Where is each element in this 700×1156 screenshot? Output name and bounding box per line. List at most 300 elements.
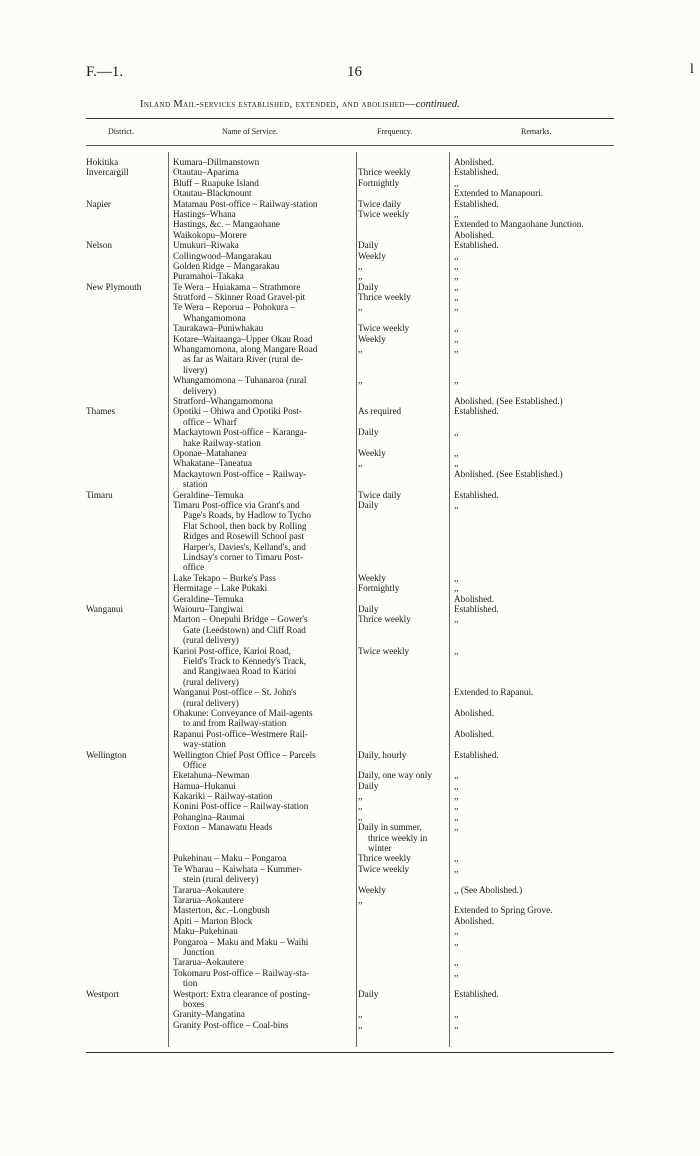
table-row [86, 458, 614, 468]
service-name-cell [173, 989, 353, 1010]
remarks-cell: ,, (See Abolished.) [454, 884, 523, 895]
remarks-cell: ,, [454, 344, 459, 355]
service-name-cell [173, 240, 353, 250]
table-row [86, 801, 614, 811]
table-row [86, 864, 614, 885]
top-rule [86, 118, 614, 119]
remarks-cell: ,, [454, 1019, 459, 1030]
service-name-cell [173, 937, 353, 958]
table-row [86, 219, 614, 229]
frequency-cell [358, 500, 446, 510]
remarks-cell: ,, [454, 583, 459, 594]
service-name-line: Karioi Post-office, Karioi Road, [173, 645, 291, 656]
service-name-line: Whakatane–Taneatua [173, 458, 252, 469]
table-row [86, 230, 614, 240]
table-row [86, 490, 614, 500]
remarks-cell: Established. [454, 406, 499, 417]
service-name-line: delivery) [183, 385, 217, 396]
remarks-cell: ,, [454, 427, 459, 438]
table-row [86, 344, 614, 375]
service-name-line: station [183, 479, 208, 490]
service-name-cell [173, 271, 353, 281]
table-row [86, 916, 614, 926]
frequency-line: As required [358, 406, 402, 417]
service-name-cell [173, 157, 353, 167]
remarks-cell: ,, [454, 281, 459, 292]
service-name-cell [173, 167, 353, 177]
service-name-line: Whangamomona [183, 312, 246, 323]
remarks-cell: ,, [454, 208, 459, 219]
frequency-line: ,, [358, 458, 363, 469]
service-name-line: Westport: Extra clearance of posting- [173, 988, 311, 999]
frequency-cell [358, 646, 446, 656]
remarks-cell: ,, [454, 614, 459, 625]
service-name-line: office [183, 562, 205, 573]
service-name-cell [173, 853, 353, 863]
remarks-cell: ,, [454, 271, 459, 282]
frequency-line: ,, [358, 344, 363, 355]
frequency-line: ,, [358, 1019, 363, 1030]
service-name-line: Tararua–Aokautere [173, 884, 244, 895]
service-name-line: Timaru Post-office via Grant's and [173, 499, 300, 510]
service-name-cell [173, 334, 353, 344]
service-name-line: Mackaytown Post-office – Railway- [173, 468, 307, 479]
frequency-cell [358, 334, 446, 344]
service-name-cell [173, 406, 353, 427]
frequency-cell [358, 853, 446, 863]
service-name-cell [173, 864, 353, 885]
service-name-line: Foxton – Manawatu Heads [173, 822, 273, 833]
service-name-line: Geraldine–Temuka [173, 593, 244, 604]
remarks-cell: Abolished. [454, 157, 495, 167]
service-name-line: Oponae–Matahanea [173, 448, 247, 459]
service-name-cell [173, 957, 353, 967]
remarks-cell: ,, [454, 458, 459, 469]
remarks-cell: ,, [454, 822, 459, 833]
service-name-line: Marton – Onepuhi Bridge – Gower's [173, 614, 308, 625]
frequency-cell [358, 812, 446, 822]
service-name-cell [173, 209, 353, 219]
remarks-cell: Established. [454, 489, 499, 500]
remarks-cell: ,, [454, 926, 459, 937]
service-name-cell [173, 292, 353, 302]
header-rule [86, 145, 614, 146]
table-row [86, 1020, 614, 1030]
service-name-line: Geraldine–Temuka [173, 489, 244, 500]
frequency-cell [358, 791, 446, 801]
service-name-line: Umukuri–Riwaka [173, 240, 239, 251]
table-row [86, 188, 614, 198]
service-name-line: to and from Railway-station [183, 718, 287, 729]
service-name-line: Matamau Post-office – Railway-station [173, 198, 318, 209]
remarks-cell: ,, [454, 323, 459, 334]
service-name-cell [173, 178, 353, 188]
frequency-line: Daily [358, 499, 379, 510]
service-name-cell [173, 302, 353, 323]
table-row [86, 427, 614, 448]
table-row [86, 781, 614, 791]
service-name-line: Granity–Mangatina [173, 1009, 245, 1020]
service-name-line: Ridges and Rosewill School past [183, 531, 304, 542]
frequency-cell [358, 781, 446, 791]
service-name-cell [173, 230, 353, 240]
service-name-line: Taurakawa–Puniwhakau [173, 323, 264, 334]
remarks-cell: Established. [454, 988, 499, 999]
service-name-cell [173, 490, 353, 500]
table-row [86, 157, 614, 167]
frequency-cell [358, 1020, 446, 1030]
remarks-cell: ,, [454, 333, 459, 344]
frequency-cell [358, 604, 446, 614]
table-row [86, 750, 614, 771]
frequency-cell [358, 573, 446, 583]
service-name-line: Bluff – Ruapuke Island [173, 177, 259, 188]
frequency-line: ,, [358, 791, 363, 802]
heading-main: Inland Mail-services established, extended, and abolished— [140, 99, 416, 110]
service-name-line: Opotiki – Ohiwa and Opotiki Post- [173, 406, 302, 417]
frequency-cell [358, 822, 446, 853]
remarks-cell: Extended to Mangaohane Junction. [454, 219, 584, 230]
frequency-line: Twice weekly [358, 208, 410, 219]
service-name-line: Hermitage – Lake Pukaki [173, 583, 268, 594]
service-name-cell [173, 781, 353, 791]
service-name-line: as far as Waitara River (rural de- [183, 354, 303, 365]
table-row [86, 646, 614, 688]
frequency-cell [358, 1009, 446, 1019]
table-row [86, 375, 614, 396]
table-row [86, 240, 614, 250]
service-name-line: Te Wharau – Kaiwhata – Kummer- [173, 863, 303, 874]
page-number: 16 [347, 64, 362, 80]
frequency-line: Daily, hourly [358, 749, 407, 760]
frequency-cell [358, 302, 446, 312]
frequency-line: Twice daily [358, 198, 401, 209]
remarks-cell: ,, [454, 780, 459, 791]
service-name-line: Harper's, Davies's, Kelland's, and [183, 541, 306, 552]
table-row [86, 199, 614, 209]
service-name-cell [173, 583, 353, 593]
remarks-cell: ,, [454, 572, 459, 583]
remarks-cell: ,, [454, 260, 459, 271]
remarks-cell: Abolished. [454, 728, 495, 739]
district-cell: Nelson [86, 240, 113, 251]
table-row [86, 957, 614, 967]
remarks-cell: Abolished. (See Established.) [454, 396, 563, 407]
service-name-line: Tokomaru Post-office – Railway-sta- [173, 967, 310, 978]
service-name-line: Konini Post-office – Railway-station [173, 801, 309, 812]
frequency-line: Thrice weekly [358, 292, 411, 303]
service-name-cell [173, 916, 353, 926]
remarks-cell: Abolished. [454, 707, 495, 718]
service-name-cell [173, 427, 353, 448]
table-row [86, 905, 614, 915]
service-name-line: Wanganui Post-office – St. John's [173, 687, 297, 698]
frequency-line: Daily [358, 281, 379, 292]
service-name-line: Maku–Pukehinau [173, 926, 238, 937]
service-name-line: Lindsay's corner to Timaru Post- [183, 552, 304, 563]
service-name-line: Eketahuna–Newman [173, 770, 250, 781]
table-row [86, 895, 614, 905]
service-name-cell [173, 801, 353, 811]
district-cell: Wellington [86, 749, 127, 760]
frequency-cell [358, 251, 446, 261]
remarks-cell: Established. [454, 167, 499, 178]
service-name-line: Junction [183, 947, 215, 957]
column-header-district: District. [108, 127, 134, 136]
service-name-cell [173, 573, 353, 583]
table-row [86, 729, 614, 750]
service-name-cell [173, 500, 353, 573]
service-name-cell [173, 375, 353, 396]
service-name-cell [173, 469, 353, 490]
service-name-line: Otautau–Aparima [173, 167, 239, 178]
service-name-line: Kotare–Waitaanga–Upper Okau Road [173, 333, 313, 344]
service-name-cell [173, 729, 353, 750]
frequency-cell [358, 292, 446, 302]
frequency-line: Twice weekly [358, 645, 410, 656]
service-name-line: Hastings–Whana [173, 208, 236, 219]
table-row [86, 937, 614, 958]
remarks-cell: ,, [454, 250, 459, 261]
frequency-line: ,, [358, 302, 363, 313]
district-cell: Westport [86, 988, 119, 999]
service-name-line: Pongaroa – Maku and Maku – Waihi [173, 936, 309, 947]
frequency-line: Daily, one way only [358, 770, 432, 781]
frequency-line: winter [368, 843, 392, 854]
service-name-line: livery) [183, 364, 208, 375]
remarks-cell: Established. [454, 240, 499, 251]
service-name-line: Hastings, &c. – Mangaohane [173, 219, 280, 230]
frequency-cell [358, 864, 446, 874]
remarks-cell: Extended to Rapanui. [454, 687, 534, 698]
frequency-line: Weekly [358, 448, 386, 459]
frequency-cell [358, 770, 446, 780]
table-row [86, 406, 614, 427]
frequency-line: Fortnightly [358, 177, 400, 188]
remarks-cell: Abolished. [454, 229, 495, 240]
service-name-line: Otautau–Blackmount [173, 188, 252, 199]
service-name-cell [173, 282, 353, 292]
table-row [86, 448, 614, 458]
remarks-cell: Abolished. [454, 593, 495, 604]
district-cell: Hokitika [86, 157, 119, 167]
service-name-cell [173, 188, 353, 198]
frequency-line: ,, [358, 1009, 363, 1020]
service-name-line: Wellington Chief Post Office – Parcels [173, 749, 316, 760]
table-row [86, 853, 614, 863]
remarks-cell: ,, [454, 770, 459, 781]
table-row [86, 687, 614, 708]
service-name-cell [173, 219, 353, 229]
service-name-line: Whangamomona – Tuhanaroa (rural [173, 375, 307, 386]
service-name-cell [173, 968, 353, 989]
frequency-cell [358, 209, 446, 219]
service-name-line: Stratford – Skinner Road Gravel-pit [173, 292, 306, 303]
district-cell: New Plymouth [86, 281, 142, 292]
service-name-line: Masterton, &c.–Longbush [173, 905, 270, 916]
frequency-line: ,, [358, 895, 363, 906]
remarks-cell: ,, [454, 375, 459, 386]
service-name-line: Gate (Leedstown) and Cliff Road [183, 624, 306, 635]
remarks-cell: ,, [454, 791, 459, 802]
service-name-cell [173, 905, 353, 915]
table-row [86, 594, 614, 604]
frequency-cell [358, 801, 446, 811]
district-cell: Wanganui [86, 603, 124, 614]
service-name-line: Page's Roads, by Hadlow to Tycho [183, 510, 311, 521]
table-row [86, 209, 614, 219]
frequency-cell [358, 458, 446, 468]
service-name-line: (rural delivery) [183, 697, 239, 708]
remarks-cell: Established. [454, 198, 499, 209]
service-name-cell [173, 687, 353, 708]
service-name-line: Te Wera – Reporua – Pohokura – [173, 302, 295, 313]
remarks-cell: ,, [454, 811, 459, 822]
district-cell: Invercargill [86, 167, 129, 178]
table-row [86, 1009, 614, 1019]
table-heading [140, 99, 580, 110]
service-name-cell [173, 458, 353, 468]
frequency-line: ,, [358, 271, 363, 282]
frequency-line: Daily [358, 780, 379, 791]
service-name-cell [173, 323, 353, 333]
frequency-line: Weekly [358, 250, 386, 261]
table-row [86, 469, 614, 490]
remarks-cell: ,, [454, 448, 459, 459]
page-code: F.—1. [86, 64, 124, 80]
service-name-cell [173, 344, 353, 375]
service-name-line: Waiouru–Tangiwai [173, 603, 244, 614]
service-name-cell [173, 770, 353, 780]
service-name-cell [173, 750, 353, 771]
frequency-line: thrice weekly in [368, 832, 428, 843]
district-cell: Timaru [86, 489, 113, 500]
service-name-line: hake Railway-station [183, 437, 261, 448]
service-name-cell [173, 1009, 353, 1019]
mail-services-table [86, 157, 614, 1030]
service-name-line: way-station [183, 739, 226, 750]
table-row [86, 334, 614, 344]
service-name-line: Waikokopu–Morere [173, 229, 247, 240]
service-name-line: Mackaytown Post-office – Karanga- [173, 427, 307, 438]
remarks-cell: Abolished. [454, 915, 495, 926]
remarks-cell: Established. [454, 603, 499, 614]
frequency-line: ,, [358, 375, 363, 386]
remarks-cell: ,, [454, 957, 459, 968]
frequency-cell [358, 375, 446, 385]
table-row [86, 614, 614, 645]
frequency-cell [358, 614, 446, 624]
remarks-cell: Established. [454, 749, 499, 760]
service-name-line: Pohangina–Raumai [173, 811, 245, 822]
service-name-line: Kumara–Dillmanstown [173, 157, 260, 167]
service-name-line: Granity Post-office – Coal-bins [173, 1019, 289, 1030]
table-row [86, 708, 614, 729]
remarks-cell: ,, [454, 292, 459, 303]
table-row [86, 989, 614, 1010]
service-name-line: Field's Track to Kennedy's Track, [183, 655, 307, 666]
remarks-cell: ,, [454, 177, 459, 188]
table-row [86, 292, 614, 302]
service-name-line: Pukehinau – Maku – Pongaroa [173, 853, 287, 864]
service-name-line: Collingwood–Mangarakau [173, 250, 272, 261]
service-name-cell [173, 448, 353, 458]
frequency-cell [358, 750, 446, 760]
frequency-line: Weekly [358, 333, 386, 344]
table-row [86, 251, 614, 261]
frequency-cell [358, 490, 446, 500]
service-name-cell [173, 261, 353, 271]
frequency-cell [358, 240, 446, 250]
remarks-cell: ,, [454, 863, 459, 874]
table-row [86, 583, 614, 593]
district-cell: Thames [86, 406, 116, 417]
frequency-cell [358, 448, 446, 458]
frequency-line: Thrice weekly [358, 853, 411, 864]
column-header-name: Name of Service. [222, 127, 278, 136]
service-name-line: office – Wharf [183, 416, 237, 427]
service-name-line: stein (rural delivery) [183, 874, 259, 885]
service-name-cell [173, 895, 353, 905]
table-row [86, 968, 614, 989]
frequency-cell [358, 989, 446, 999]
table-row [86, 791, 614, 801]
frequency-line: Daily [358, 427, 379, 438]
table-row [86, 271, 614, 281]
frequency-line: ,, [358, 260, 363, 271]
service-name-cell [173, 594, 353, 604]
margin-mark: l [690, 62, 694, 77]
frequency-cell [358, 282, 446, 292]
service-name-line: Te Wera – Huiakama – Strathmore [173, 281, 301, 292]
table-row [86, 396, 614, 406]
service-name-line: Whangamomona, along Mangare Road [173, 344, 318, 355]
table-row [86, 885, 614, 895]
table-row [86, 604, 614, 614]
service-name-line: Flat School, then back by Rolling [183, 520, 307, 531]
frequency-line: Weekly [358, 884, 386, 895]
frequency-line: Thrice weekly [358, 167, 411, 178]
service-name-line: (rural delivery) [183, 676, 239, 687]
service-name-cell [173, 251, 353, 261]
table-row [86, 573, 614, 583]
service-name-cell [173, 614, 353, 645]
service-name-cell [173, 812, 353, 822]
service-name-line: Lake Tekapo – Burke's Pass [173, 572, 276, 583]
remarks-cell: ,, [454, 936, 459, 947]
heading-continued: continued. [415, 99, 460, 110]
remarks-cell: ,, [454, 967, 459, 978]
remarks-cell: ,, [454, 853, 459, 864]
service-name-line: and Rangiwaea Road to Karioi [183, 666, 297, 677]
service-name-line: Stratford–Whangamomona [173, 396, 274, 407]
remarks-cell: ,, [454, 499, 459, 510]
service-name-line: Kakariki – Railway-station [173, 791, 273, 802]
service-name-cell [173, 791, 353, 801]
service-name-cell [173, 604, 353, 614]
table-row [86, 822, 614, 853]
frequency-line: Twice weekly [358, 863, 410, 874]
service-name-cell [173, 708, 353, 729]
service-name-line: boxes [183, 998, 205, 1009]
table-row [86, 302, 614, 323]
service-name-cell [173, 199, 353, 209]
remarks-cell: ,, [454, 302, 459, 313]
frequency-line: ,, [358, 811, 363, 822]
frequency-cell [358, 344, 446, 354]
frequency-cell [358, 427, 446, 437]
table-row [86, 178, 614, 188]
